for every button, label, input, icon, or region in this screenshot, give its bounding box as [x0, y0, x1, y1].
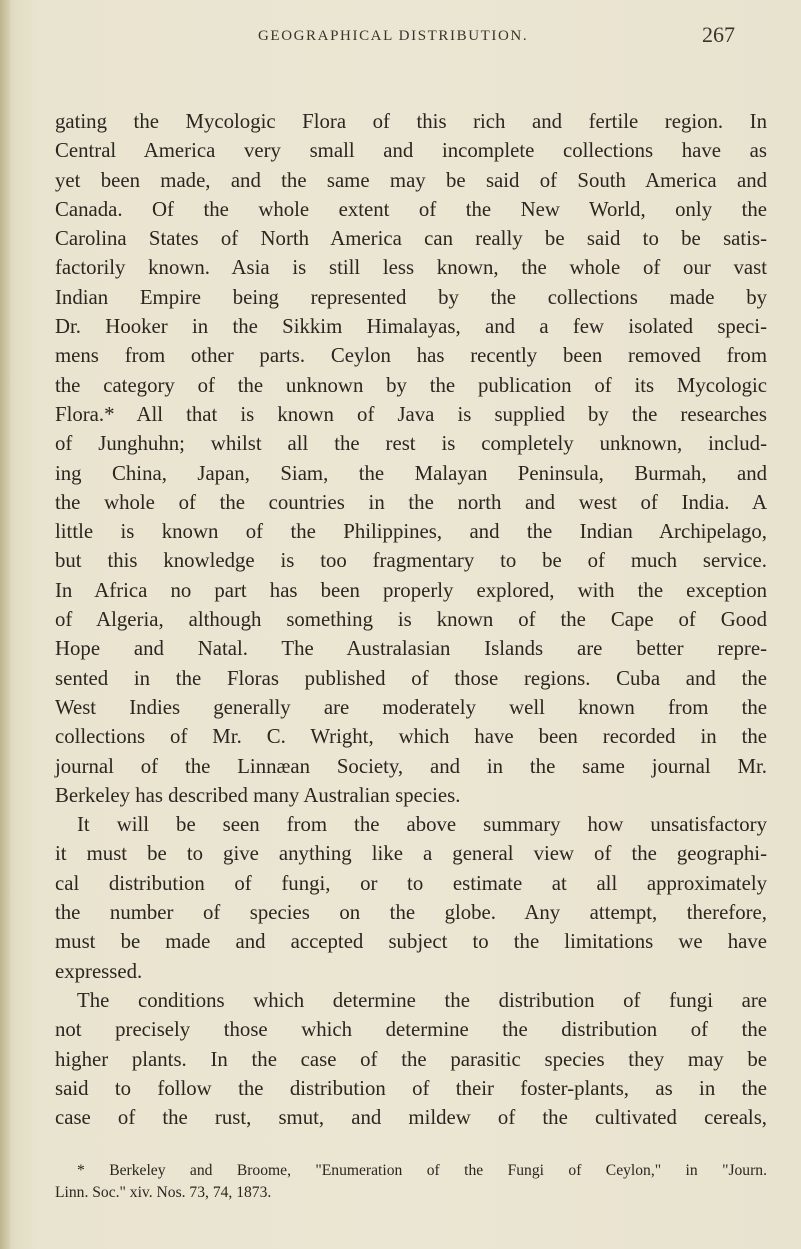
running-title: GEOGRAPHICAL DISTRIBUTION.: [258, 28, 529, 44]
text-line: In Africa no part has been properly explored, with the exception: [55, 578, 767, 602]
text-line: of Junghuhn; whilst all the rest is completely unknown, includ-: [55, 432, 767, 456]
text-line: Canada. Of the whole extent of the New World, only the: [55, 197, 767, 221]
text-line: mens from other parts. Ceylon has recently been removed from: [55, 344, 767, 368]
footnote-line: * Berkeley and Broome, "Enumeration of the Fungi of Ceylon," in "Journ.: [77, 1162, 767, 1179]
text-line: It will be seen from the above summary how unsatisfactory: [77, 813, 767, 837]
text-line: Carolina States of North America can really be said to be satis-: [55, 227, 767, 251]
footnote-line: Linn. Soc." xiv. Nos. 73, 74, 1873.: [55, 1184, 272, 1201]
text-line: the whole of the countries in the north and west of India. A: [55, 490, 767, 514]
text-line: little is known of the Philippines, and the Indian Archipelago,: [55, 520, 767, 544]
text-line: not precisely those which determine the distribution of the: [55, 1018, 767, 1042]
text-line: West Indies generally are moderately well known from the: [55, 695, 767, 719]
page-gutter: [0, 0, 10, 1249]
text-line: factorily known. Asia is still less known, the whole of our vast: [55, 256, 767, 280]
text-line: but this knowledge is too fragmentary to be of much service.: [55, 549, 767, 573]
page-number: 267: [702, 22, 735, 47]
text-line: Hope and Natal. The Australasian Islands are better repre-: [55, 637, 767, 661]
text-line: ing China, Japan, Siam, the Malayan Peninsula, Burmah, and: [55, 461, 767, 485]
text-line: yet been made, and the same may be said of South America and: [55, 168, 767, 192]
footnote: [55, 1160, 767, 1204]
text-line: must be made and accepted subject to the limitations we have: [55, 930, 767, 954]
text-line: it must be to give anything like a general view of the geographi-: [55, 842, 767, 866]
body-text: [55, 107, 767, 1132]
text-line: The conditions which determine the distribution of fungi are: [77, 988, 767, 1012]
text-line: Flora.* All that is known of Java is supplied by the researches: [55, 402, 767, 426]
text-line: gating the Mycologic Flora of this rich and fertile region. In: [55, 110, 767, 133]
text-line: expressed.: [55, 959, 143, 983]
text-line: of Algeria, although something is known of the Cape of Good: [55, 608, 767, 632]
text-line: the number of species on the globe. Any attempt, therefore,: [55, 901, 767, 925]
text-line: collections of Mr. C. Wright, which have been recorded in the: [55, 725, 767, 749]
text-line: higher plants. In the case of the parasitic species they may be: [55, 1047, 767, 1071]
text-line: the category of the unknown by the publication of its Mycologic: [55, 373, 767, 397]
text-line: Berkeley has described many Australian species.: [55, 783, 461, 807]
text-line: said to follow the distribution of their foster-plants, as in the: [55, 1076, 767, 1100]
text-line: Dr. Hooker in the Sikkim Himalayas, and a few isolated speci-: [55, 315, 767, 339]
text-line: Indian Empire being represented by the collections made by: [55, 285, 767, 309]
text-line: Central America very small and incomplete collections have as: [55, 139, 767, 163]
text-line: sented in the Floras published of those regions. Cuba and the: [55, 666, 767, 690]
text-line: case of the rust, smut, and mildew of the cultivated cereals,: [55, 1106, 767, 1130]
text-line: journal of the Linnæan Society, and in the same journal Mr.: [55, 754, 767, 778]
text-line: cal distribution of fungi, or to estimate at all approximately: [55, 871, 767, 895]
